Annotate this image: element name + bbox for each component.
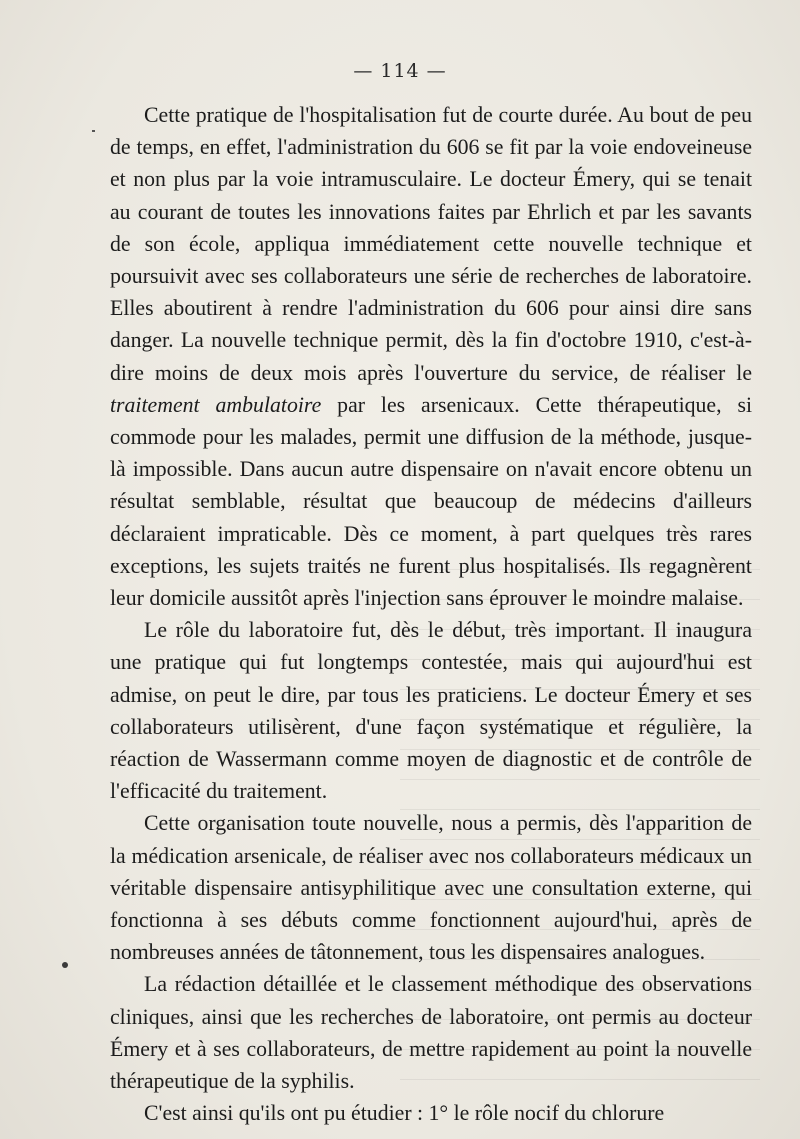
- margin-dot: [62, 962, 68, 968]
- paragraph-1: [110, 99, 752, 614]
- paragraph-3: Cette organisation toute nouvelle, nous a permis, dès l'apparition de la médication arsenicale, de réaliser avec nos collaborateurs médicaux un véritable dispensaire antisyphilitique avec une consultation externe, qui fonctionna à ses débuts comme fonctionnent aujourd'hui, après de nombreuses années de tâtonnement, tous les dispensaires analogues.: [110, 811, 752, 965]
- paragraph-5: C'est ainsi qu'ils ont pu étudier : 1° le rôle nocif du chlorure: [144, 1101, 665, 1126]
- paragraph-4: La rédaction détaillée et le classement méthodique des observations cliniques, ainsi que les recherches de laboratoire, ont permis au docteur Émery et à ses collaborateurs, de mettre rapidement au point la nouvelle thérapeutique de la syphilis.: [110, 972, 752, 1094]
- margin-mark: [92, 130, 95, 132]
- body-text: [110, 99, 752, 1130]
- paragraph-1-end: par les arsenicaux. Cette thérapeutique, si commode pour les malades, permit une diffusion de la méthode, jusque-là impossible. Dans aucun autre dispensaire on n'avait encore obtenu un résultat semblable, résultat que beaucoup de médecins d'ailleurs déclaraient impraticable. Dès ce moment, à part quelques très rares exceptions, les sujets traités ne furent plus hospitalisés. Ils regagnèrent leur domicile aussitôt après l'injection sans éprouver le moindre malaise.: [110, 392, 753, 611]
- paragraph-1-italic: traitement ambulatoire: [110, 392, 322, 417]
- paragraph-2: Le rôle du laboratoire fut, dès le début, très important. Il inaugura une pratique qui fut longtemps contestée, mais qui aujourd'hui est admise, on peut le dire, par tous les praticiens. Le docteur Émery et ses collaborateurs utilisèrent, d'une façon systématique et régulière, la réaction de Wassermann comme moyen de diagnostic et de contrôle de l'efficacité du traitement.: [110, 618, 752, 804]
- paragraph-1-start: Cette pratique de l'hospitalisation fut de courte durée. Au bout de peu de temps, en effet, l'administration du 606 se fit par la voie endoveineuse et non plus par la voie intramusculaire. Le docteur Émery, qui se tenait au courant de toutes les innovations faites par Ehrlich et par les savants de son école, appliqua immédiatement cette nouvelle technique et poursuivit avec ses collaborateurs une série de recherches de laboratoire. Elles aboutirent à rendre l'administration du 606 pour ainsi dire sans danger. La nouvelle technique permit, dès la fin d'octobre 1910, c'est-à-dire moins de deux mois après l'ouverture du service, de réaliser le: [110, 103, 752, 385]
- page-number: — 114 —: [353, 60, 447, 82]
